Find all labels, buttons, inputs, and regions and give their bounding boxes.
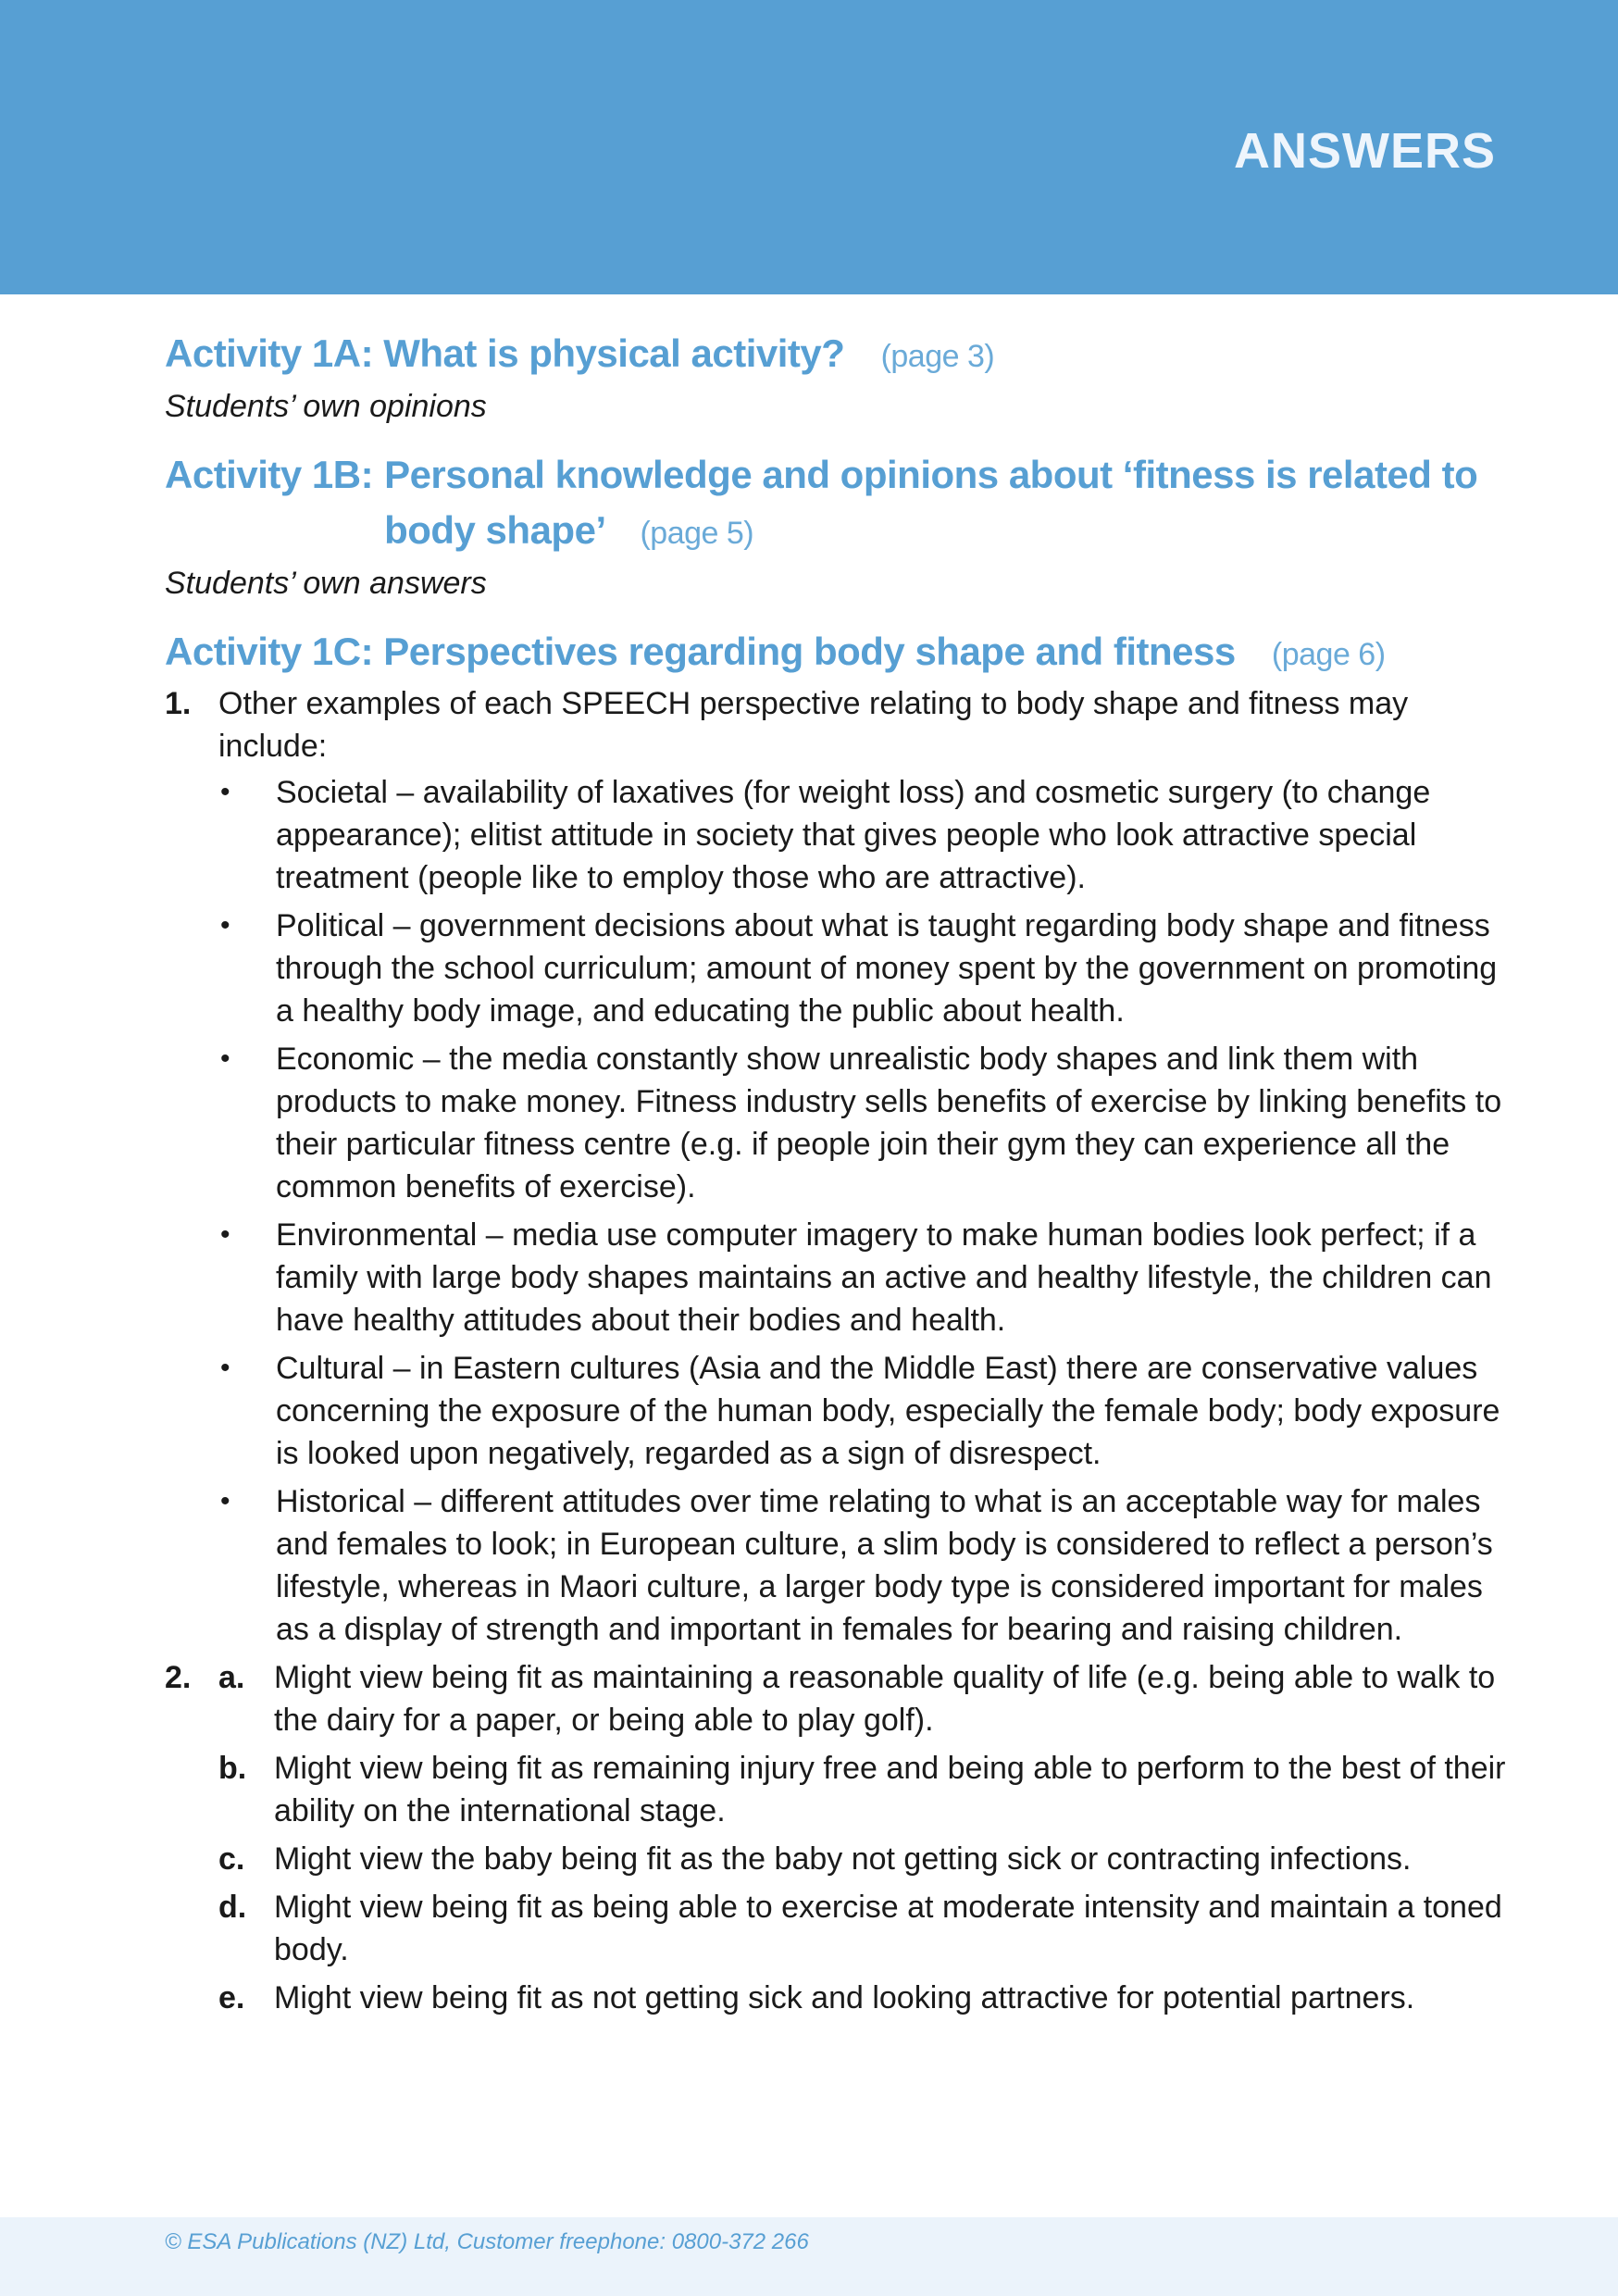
bullet-icon: •: [220, 1353, 230, 1383]
sub-label: c.: [218, 1841, 245, 1877]
bullet-icon: •: [220, 1486, 230, 1516]
sub-label: b.: [218, 1751, 247, 1786]
list-item: • Historical – different attitudes over time relating to what is an acceptable way for males and females to look; in European culture, a slim body is considered to reflect a person’s lifestyle, whereas in Maori culture, a larger body type is considered important for males as a display of strength and important in females for bearing and raising children.: [218, 1480, 1516, 1651]
question-2: [165, 1656, 1516, 2025]
list-item: • Political – government decisions about what is taught regarding body shape and fitness through the school curriculum; amount of money spent by the government on promoting a healthy body image, and educating the public about health.: [218, 905, 1516, 1032]
header-band: [0, 0, 1618, 294]
perspective-list: [218, 771, 1516, 1651]
question-number: 2.: [165, 1660, 192, 1695]
activity-title: What is physical activity?: [383, 331, 845, 375]
sub-label: d.: [218, 1890, 247, 1925]
list-item: d. Might view being fit as being able to exercise at moderate intensity and maintain a toned body.: [218, 1886, 1516, 1971]
page-reference: (page 5): [640, 516, 754, 551]
sub-label: a.: [218, 1660, 245, 1695]
activity-heading: [165, 447, 1516, 561]
answer-note: Students’ own answers: [165, 566, 487, 601]
list-item: • Societal – availability of laxatives (for weight loss) and cosmetic surgery (to change appearance); elitist attitude in society that gives people who look attractive special treatment (people like to employ those who are attractive).: [218, 771, 1516, 899]
list-item: • Environmental – media use computer imagery to make human bodies look perfect; if a family with large body shapes maintains an active and healthy lifestyle, the children can have healthy attitudes about their bodies and health.: [218, 1214, 1516, 1341]
activity-title-line2: body shape’: [384, 508, 604, 552]
list-item: • Economic – the media constantly show unrealistic body shapes and link them with products to make money. Fitness industry sells benefits of exercise by linking benefits to their particular fitness centre (e.g. if people join their gym they can experience all the common benefits of exercise).: [218, 1038, 1516, 1208]
list-item: • Cultural – in Eastern cultures (Asia and the Middle East) there are conservative values concerning the exposure of the human body, especially the female body; body exposure is looked upon negatively, regarded as a sign of disrespect.: [218, 1347, 1516, 1475]
bullet-icon: •: [220, 777, 230, 807]
page-reference: (page 6): [1271, 637, 1386, 672]
bullet-icon: •: [220, 1219, 230, 1250]
list-item: c. Might view the baby being fit as the baby not getting sick or contracting infections.: [218, 1838, 1516, 1880]
copyright-footer: © ESA Publications (NZ) Ltd, Customer freephone: 0800-372 266: [165, 2229, 809, 2254]
activity-heading: [165, 624, 1516, 682]
answers-content: [165, 326, 1516, 2025]
list-item: e. Might view being fit as not getting sick and looking attractive for potential partners.: [218, 1977, 1516, 2019]
activity-label: Activity 1B:: [165, 453, 374, 496]
question-intro: Other examples of each SPEECH perspective relating to body shape and fitness may include:: [218, 686, 1409, 764]
bullet-icon: •: [220, 1043, 230, 1074]
list-item: b. Might view being fit as remaining injury free and being able to perform to the best of their ability on the international stage.: [218, 1747, 1516, 1832]
page-reference: (page 3): [880, 339, 995, 374]
activity-title: Perspectives regarding body shape and fitness: [383, 630, 1236, 673]
activity-label: Activity 1C:: [165, 630, 374, 673]
activity-1b: [165, 447, 1516, 605]
activity-label: Activity 1A:: [165, 331, 374, 375]
activity-heading: [165, 326, 1516, 384]
activity-1a: [165, 326, 1516, 429]
sub-answer-list: [218, 1656, 1516, 2019]
activity-title-line1: Personal knowledge and opinions about ‘fitness is related to: [384, 453, 1478, 496]
bullet-icon: •: [220, 910, 230, 941]
answer-note: Students’ own opinions: [165, 389, 487, 424]
question-1: [165, 682, 1516, 1656]
question-number: 1.: [165, 686, 192, 721]
page-title: ANSWERS: [1233, 123, 1496, 179]
list-item: a. Might view being fit as maintaining a reasonable quality of life (e.g. being able to walk to the dairy for a paper, or being able to play golf).: [218, 1656, 1516, 1741]
activity-1c: [165, 624, 1516, 2025]
sub-label: e.: [218, 1980, 245, 2015]
